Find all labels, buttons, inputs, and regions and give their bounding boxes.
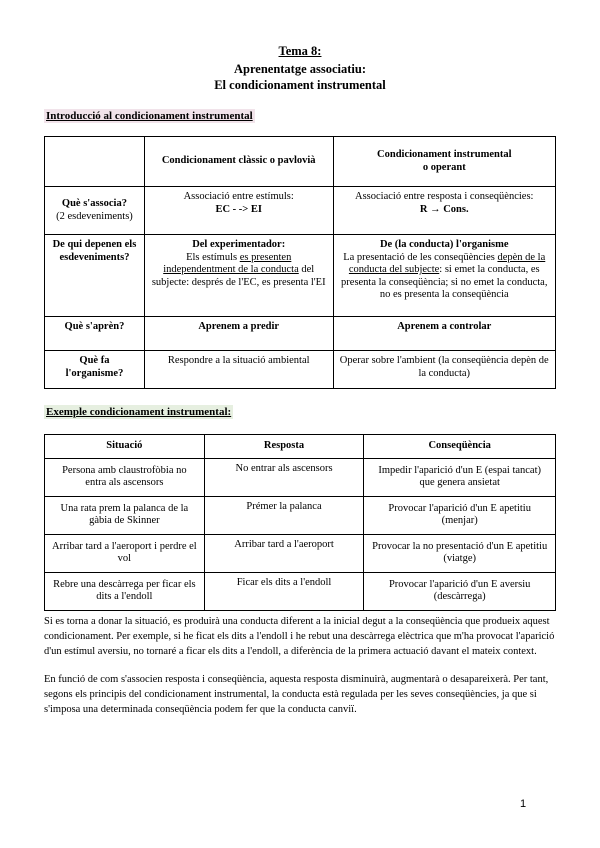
header-classic: Condicionament clàssic o pavlovià xyxy=(144,137,333,187)
cell-situation: Rebre una descàrrega per ficar els dits a l'endoll xyxy=(45,572,205,610)
cell-consequence: Provocar l'aparició d'un E aversiu (descàrrega) xyxy=(364,572,556,610)
comparison-table xyxy=(44,136,556,389)
cell-response: No entrar als ascensors xyxy=(204,458,364,496)
title-line-2: Aprenentatge associatiu: xyxy=(233,62,367,76)
table-row xyxy=(45,496,556,534)
cell-consequence: Provocar l'aparició d'un E apetitiu (menjar) xyxy=(364,496,556,534)
table-row xyxy=(45,351,556,389)
cell-classic: Respondre a la situació ambiental xyxy=(144,351,333,389)
table-row xyxy=(45,187,556,235)
paragraph-1: Si es torna a donar la situació, es produirà una conducta diferent a la inicial degut a la conseqüència que produeix aquest condicionament. Per exemple, si he ficat els dits a l'endoll i he rebut una descàrrega elèctrica que m'ha provocat l'aparició d'un estímul aversiu, no tornaré a ficar els dits a l'endoll, a diferència de la primera actuació davant el mateix context. xyxy=(44,616,555,658)
table-row xyxy=(45,235,556,317)
cell-response: Ficar els dits a l'endoll xyxy=(204,572,364,610)
table-row xyxy=(45,458,556,496)
cell-situation: Una rata prem la palanca de la gàbia de Skinner xyxy=(45,496,205,534)
table-header-row xyxy=(45,137,556,187)
header-situation: Situació xyxy=(45,435,205,459)
row-label: Què fa l'organisme? xyxy=(45,351,145,389)
table-header-row xyxy=(45,435,556,459)
example-table xyxy=(44,434,556,611)
table-row xyxy=(45,317,556,351)
row-label: De qui depenen els esdeveniments? xyxy=(45,235,145,317)
cell-response: Arribar tard a l'aeroport xyxy=(204,534,364,572)
cell-instrumental: Operar sobre l'ambient (la conseqüència depèn de la conducta) xyxy=(333,351,556,389)
section-heading-example: Exemple condicionament instrumental: xyxy=(46,406,232,418)
row-label: Què s'aprèn? xyxy=(45,317,145,351)
cell-consequence: Provocar la no presentació d'un E apetitiu (viatge) xyxy=(364,534,556,572)
cell-consequence: Impedir l'aparició d'un E (espai tancat) que genera ansietat xyxy=(364,458,556,496)
title-line-3: El condicionament instrumental xyxy=(214,78,386,92)
table-row xyxy=(45,534,556,572)
cell-situation: Persona amb claustrofòbia no entra als ascensors xyxy=(45,458,205,496)
cell-classic: Associació entre estímuls: EC - -> EI xyxy=(144,187,333,235)
cell-instrumental: Associació entre resposta i conseqüències: R → Cons. xyxy=(333,187,556,235)
cell-instrumental: Aprenem a controlar xyxy=(333,317,556,351)
cell-classic: Aprenem a predir xyxy=(144,317,333,351)
row-label: Què s'associa? (2 esdeveniments) xyxy=(45,187,145,235)
empty-corner-cell xyxy=(45,137,145,187)
header-consequence: Conseqüència xyxy=(364,435,556,459)
cell-instrumental: De (la conducta) l'organisme La presentació de les conseqüències depèn de la conducta del subjecte: si emet la conducta, es presenta la conseqüència; si no emet la conducta, no es presenta la conseqüència xyxy=(333,235,556,317)
header-instrumental: Condicionament instrumental o operant xyxy=(333,137,556,187)
section-heading-intro: Introducció al condicionament instrumental xyxy=(46,110,253,122)
page-number: 1 xyxy=(520,798,527,810)
title-line-1: Tema 8: xyxy=(278,44,322,58)
table-row xyxy=(45,572,556,610)
cell-response: Prémer la palanca xyxy=(204,496,364,534)
cell-situation: Arribar tard a l'aeroport i perdre el vol xyxy=(45,534,205,572)
header-response: Resposta xyxy=(204,435,364,459)
paragraph-2: En funció de com s'associen resposta i conseqüència, aquesta resposta disminuirà, augmentarà o desapareixerà. Per tant, segons els principis del condicionament instrumental, la conducta està regulada per les seves conseqüències, ja que si s'imposa una determinada conseqüència podem fer que la conducta canviï. xyxy=(44,674,549,716)
cell-classic: Del experimentador: Els estímuls es presenten independentment de la conducta del subjecte: després de l'EC, es presenta l'EI xyxy=(144,235,333,317)
